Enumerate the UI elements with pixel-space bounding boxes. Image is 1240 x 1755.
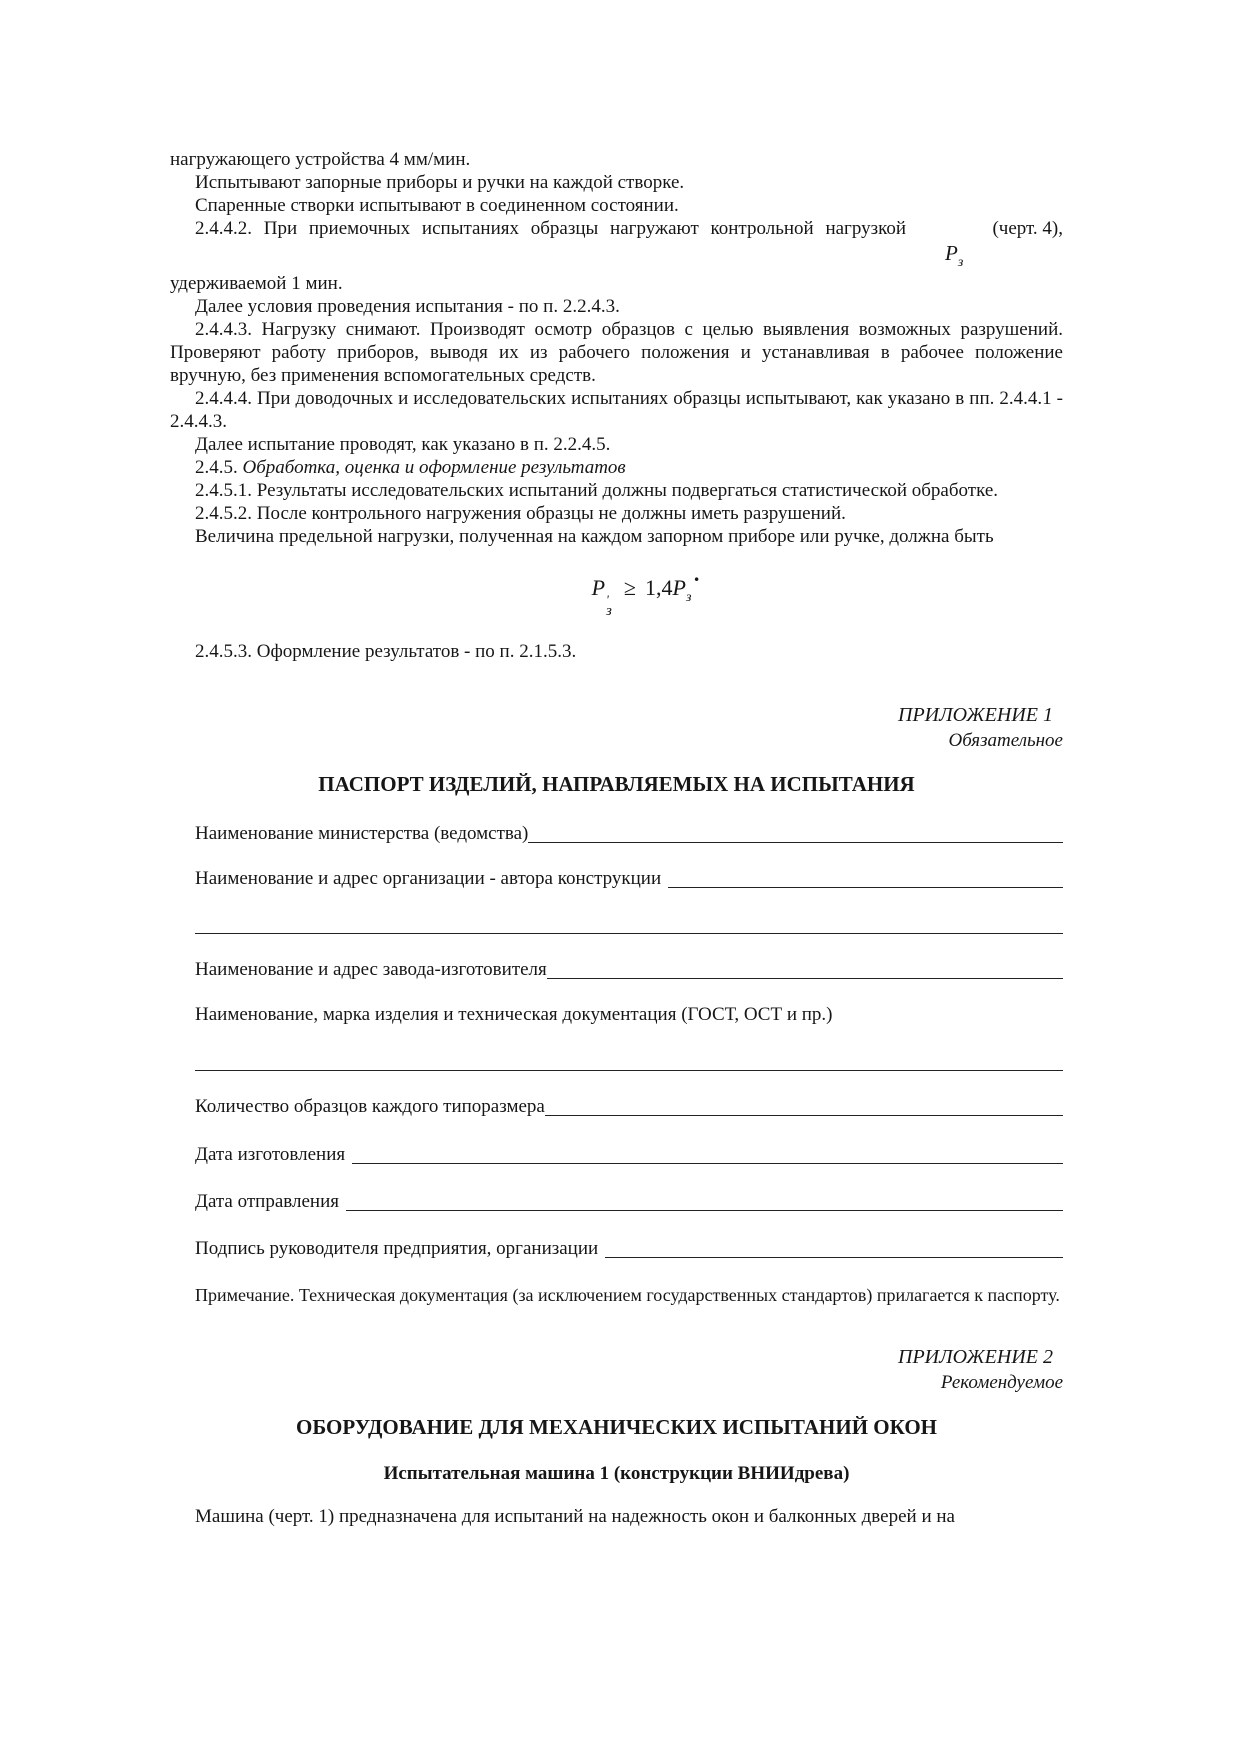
control-load-symbol	[945, 241, 964, 270]
machine-subtitle: Испытательная машина 1 (конструкции ВНИИдрева)	[383, 1463, 850, 1484]
passport-title: ПАСПОРТ ИЗДЕЛИЙ, НАПРАВЛЯЕМЫХ НА ИСПЫТАНИЯ	[318, 772, 915, 796]
paragraph-2442-gap	[906, 217, 992, 240]
machine-intro-paragraph: Машина (черт. 1) предназначена для испытаний на надежность окон и балконных дверей и на	[195, 1506, 955, 1527]
form-field-signature	[170, 1237, 1063, 1260]
paragraph-hold-time: удерживаемой 1 мин.	[170, 273, 343, 294]
form-field-label: Наименование, марка изделия и техническая документация (ГОСТ, ОСТ и пр.)	[195, 1004, 833, 1025]
paragraph-245-title: Обработка, оценка и оформление результатов	[242, 457, 626, 478]
paragraph-2453: 2.4.5.3. Оформление результатов - по п. 2.1.5.3.	[195, 641, 577, 662]
form-field-dispatch-date	[170, 1190, 1063, 1213]
formula-load-condition	[591, 561, 700, 619]
formula-dot: .	[693, 561, 700, 586]
formula-lhs-marks	[606, 592, 612, 619]
formula-lhs-letter: Р	[591, 575, 606, 600]
form-field-manufacturer	[170, 958, 1063, 981]
form-blank-line	[195, 1050, 1063, 1071]
formula-relation: ≥	[623, 575, 636, 600]
paragraph-2442-wrap	[170, 217, 1063, 270]
paragraph-loading-speed: нагружающего устройства 4 мм/мин.	[170, 149, 471, 170]
paragraph-limit-load: Величина предельной нагрузки, полученная на каждом запорном приборе или ручке, должна быть	[195, 526, 994, 547]
paragraph-paired-sashes: Спаренные створки испытывают в соединенном состоянии.	[195, 195, 679, 216]
paragraph-test-locks: Испытывают запорные приборы и ручки на каждой створке.	[195, 172, 685, 193]
form-blank-line	[528, 822, 1063, 843]
appendix2-label: ПРИЛОЖЕНИЕ 2	[898, 1346, 1053, 1368]
form-blank-line	[668, 867, 1063, 888]
form-blank-line	[547, 958, 1063, 979]
appendix1-type: Обязательное	[948, 730, 1063, 751]
paragraph-245-number: 2.4.5.	[195, 457, 243, 478]
appendix2-type: Рекомендуемое	[940, 1372, 1063, 1393]
equipment-title: ОБОРУДОВАНИЕ ДЛЯ МЕХАНИЧЕСКИХ ИСПЫТАНИЙ ОКОН	[295, 1415, 937, 1439]
passport-form	[170, 822, 1063, 1260]
form-blank-line	[195, 913, 1063, 934]
note-paragraph: Примечание. Техническая документация (за исключением государственных стандартов) прилагается к паспорту.	[195, 1285, 1060, 1305]
formula-section	[170, 548, 1063, 640]
paragraph-2442-figure-ref: (черт. 4),	[992, 218, 1063, 239]
form-field-label: Подпись руководителя предприятия, организации	[195, 1238, 599, 1259]
form-field-manufacture-date	[170, 1143, 1063, 1166]
formula-rhs-subscript: з	[685, 590, 692, 605]
form-field-sample-count	[170, 1095, 1063, 1118]
appendix1-label: ПРИЛОЖЕНИЕ 1	[898, 704, 1053, 726]
form-field-label: Дата изготовления	[195, 1144, 346, 1165]
paragraph-245-heading	[170, 456, 1063, 479]
control-load-subscript: з	[957, 255, 964, 270]
page-content	[170, 148, 1063, 1528]
form-field-author-org	[170, 867, 1063, 890]
control-load-letter: Р	[945, 241, 958, 265]
paragraph-further-conditions: Далее условия проведения испытания - по п. 2.2.4.3.	[195, 296, 620, 317]
form-field-label: Дата отправления	[195, 1191, 339, 1212]
formula-coefficient: 1,4	[644, 575, 673, 600]
paragraph-2442	[170, 217, 1063, 240]
form-continuation-line	[170, 913, 1063, 936]
paragraph-2442-text: 2.4.4.2. При приемочных испытаниях образцы нагружают контрольной нагрузкой	[195, 218, 907, 239]
form-field-label: Наименование и адрес завода-изготовителя	[195, 959, 547, 980]
formula-rhs-letter: Р	[672, 575, 686, 600]
paragraph-2443: 2.4.4.3. Нагрузку снимают. Производят осмотр образцов с целью выявления возможных разрушений. Проверяют работу приборов, выводя их из рабочего положения и устанавливая в рабочее положение вручную, без применения вспомогательных средств.	[170, 319, 1063, 386]
paragraph-further-test: Далее испытание проводят, как указано в п. 2.2.4.5.	[195, 434, 611, 455]
form-blank-line	[605, 1237, 1063, 1258]
form-field-label: Наименование министерства (ведомства)	[195, 823, 529, 844]
form-blank-line	[352, 1143, 1063, 1164]
form-field-ministry	[170, 822, 1063, 845]
form-blank-line	[545, 1095, 1063, 1116]
paragraph-2452: 2.4.5.2. После контрольного нагружения образцы не должны иметь разрушений.	[195, 503, 846, 524]
formula-lhs-subscript: з	[606, 603, 612, 619]
form-field-label: Количество образцов каждого типоразмера	[195, 1096, 545, 1117]
form-field-product-docs	[170, 1003, 1063, 1026]
form-continuation-line	[170, 1050, 1063, 1073]
form-blank-line	[346, 1190, 1063, 1211]
paragraph-2444: 2.4.4.4. При доводочных и исследовательских испытаниях образцы испытывают, как указано в пп. 2.4.4.1 - 2.4.4.3.	[170, 388, 1063, 432]
paragraph-2451: 2.4.5.1. Результаты исследовательских испытаний должны подвергаться статистической обработке.	[195, 480, 999, 501]
form-field-label: Наименование и адрес организации - автора конструкции	[195, 868, 662, 889]
formula-prime: '	[606, 592, 609, 607]
